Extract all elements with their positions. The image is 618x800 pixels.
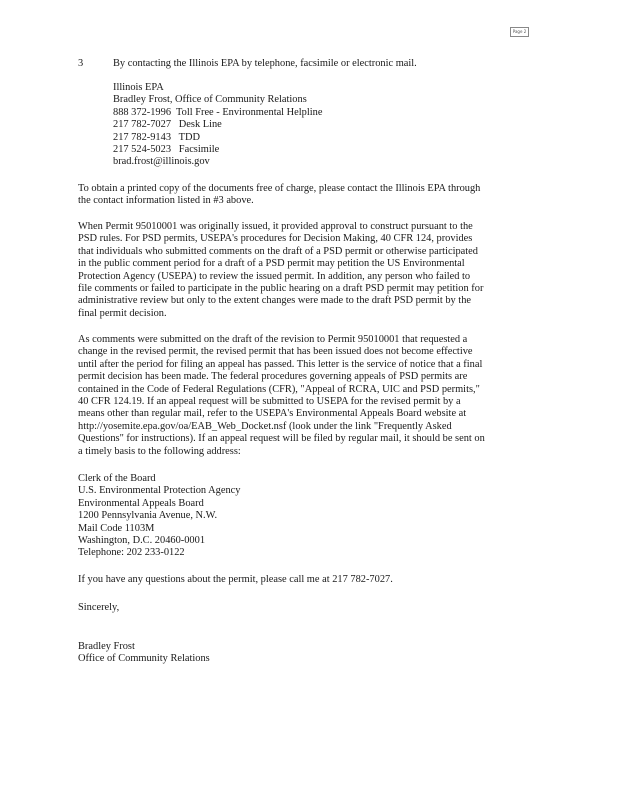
contact-line: 217 524-5023 Facsimile	[113, 144, 220, 156]
paragraph-line-url[interactable]: http://yosemite.epa.gov/oa/EAB_Web_Docket.nsf (look under the link "Frequently Asked	[78, 420, 452, 432]
contact-line: Illinois EPA	[113, 82, 164, 93]
list-item-number: 3	[78, 58, 84, 69]
signature-block	[78, 641, 210, 666]
closing-sentence: If you have any questions about the permit, please call me at 217 782-7027.	[78, 574, 393, 585]
paragraph-line: permit decision has been made. The federal procedures governing appeals of PSD permits are	[78, 371, 468, 383]
contact-line: Bradley Frost, Office of Community Relations	[113, 94, 307, 106]
paragraph-line: 40 CFR 124.19. If an appeal request will be submitted to USEPA for the revised permit by a	[78, 396, 461, 408]
paragraph-line: until after the period for filing an appeal has passed. This letter is the service of notice that a final	[78, 358, 483, 370]
paragraph-line: change in the revised permit, the revised permit that has been issued does not become effective	[78, 346, 473, 358]
contact-line: 888 372-1996 Toll Free - Environmental Helpline	[113, 106, 323, 118]
paragraph-line: As comments were submitted on the draft of the revision to Permit 95010001 that requested a	[78, 334, 468, 345]
paragraph-line: PSD rules. For PSD permits, USEPA's procedures for Decision Making, 40 CFR 124, provides	[78, 233, 473, 245]
page-stamp: Page 2	[510, 27, 529, 37]
address-line: Washington, D.C. 20460-0001	[78, 535, 206, 547]
contact-email[interactable]: brad.frost@illinois.gov	[113, 156, 210, 168]
list-item-text: By contacting the Illinois EPA by telephone, facsimile or electronic mail.	[113, 58, 417, 69]
paragraph-line: administrative review but only to the extent changes were made to the draft PSD permit by the	[78, 295, 472, 307]
valediction: Sincerely,	[78, 602, 120, 613]
address-line: Mail Code 1103M	[78, 522, 155, 534]
paragraph-line: file comments or failed to participate in the public hearing on a draft PSD permit may petition for	[78, 283, 484, 295]
paragraph-line: in the public comment period for a draft of a PSD permit may petition the US Environmental	[78, 258, 465, 270]
paragraph-line: To obtain a printed copy of the documents free of charge, please contact the Illinois EPA through	[78, 183, 481, 194]
address-line: Clerk of the Board	[78, 473, 156, 484]
paragraph-line: that individuals who submitted comments on the draft of a PSD permit or otherwise participated	[78, 245, 478, 257]
contact-block	[113, 82, 322, 169]
signer-title: Office of Community Relations	[78, 653, 210, 665]
paragraph-appeal	[78, 334, 548, 458]
signer-name: Bradley Frost	[78, 641, 135, 652]
paragraph-line: Protection Agency (USEPA) to review the issued permit. In addition, any person who failed to	[78, 270, 471, 282]
address-line: Environmental Appeals Board	[78, 497, 204, 509]
address-line: 1200 Pennsylvania Avenue, N.W.	[78, 510, 218, 522]
contact-line: 217 782-7027 Desk Line	[113, 119, 222, 131]
address-line: Telephone: 202 233-0122	[78, 547, 185, 559]
paragraph-line: the contact information listed in #3 above.	[78, 195, 254, 207]
paragraph-line: contained in the Code of Federal Regulations (CFR), "Appeal of RCRA, UIC and PSD permits,"	[78, 383, 480, 395]
paragraph-psd-permits	[78, 221, 548, 320]
paragraph-line: final permit decision.	[78, 307, 167, 319]
paragraph-line: When Permit 95010001 was originally issued, it provided approval to construct pursuant to the	[78, 221, 473, 232]
address-line: U.S. Environmental Protection Agency	[78, 485, 241, 497]
paragraph-printed-copy	[78, 183, 548, 208]
mailing-address	[78, 473, 240, 560]
paragraph-line: means other than regular mail, refer to the USEPA's Environmental Appeals Board website at	[78, 408, 467, 420]
paragraph-line: a timely basis to the following address:	[78, 445, 241, 457]
contact-line: 217 782-9143 TDD	[113, 131, 200, 143]
paragraph-line: Questions" for instructions). If an appeal request will be filed by regular mail, it should be sent on	[78, 433, 485, 445]
